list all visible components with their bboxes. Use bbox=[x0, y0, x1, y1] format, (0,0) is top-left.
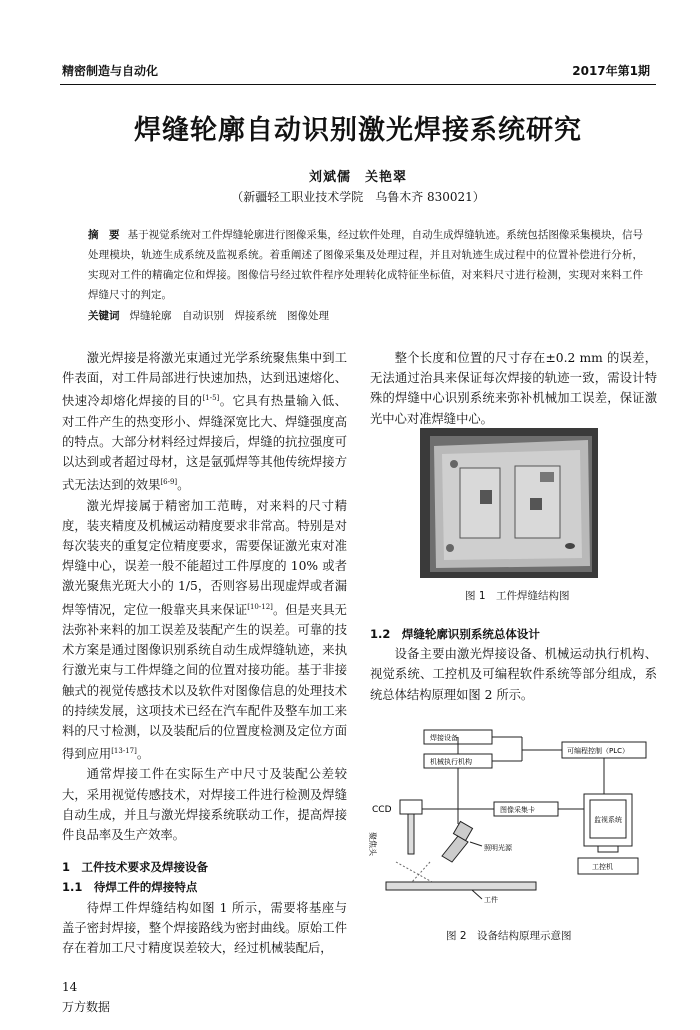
keywords-label: 关键词 bbox=[88, 310, 120, 322]
figure-1-photo bbox=[420, 428, 598, 578]
figure-1-caption: 图 1 工件焊缝结构图 bbox=[465, 590, 570, 602]
label-monitor: 监视系统 bbox=[594, 816, 622, 824]
authors: 刘斌儒 关艳翠 bbox=[308, 170, 407, 185]
paragraph: 整个长度和位置的尺寸存在±0.2 mm 的误差，无法通过治具来保证每次焊接的轨迹一致，需设计特殊的焊缝中心识别系统来弥补机械加工误差，保证激光中心对准焊缝中心。 bbox=[370, 351, 657, 426]
left-column bbox=[62, 348, 347, 958]
issue-label: 2017年第1期 bbox=[572, 64, 650, 78]
label-workpiece: 工件 bbox=[484, 896, 498, 904]
source-watermark: 万方数据 bbox=[62, 1000, 111, 1014]
abstract-label: 摘 要 bbox=[88, 229, 120, 241]
paragraph: 激光焊接属于精密加工范畴，对来料的尺寸精度，装夹精度及机械运动精度要求非常高。特别是对每次装夹的重复定位精度要求，需要保证激光束对准焊缝中心，误差一般不能超过工件厚度的 10% 或者激光聚焦光斑大小的 1/5，否则容易出现虚焊或者漏焊等情况，定位一般靠夹具来保证[10-12]。但是夹具无法弥补来料的加工误差及装配产生的误差。可靠的技术方案是通过图像识别系统自动生成焊缝轨迹，来执行激光束与工件焊缝之间的位置对接功能。基于非接触式的视觉传感技术以及软件对图像信息的处理技术的持续发展，这项技术已经在汽车配件及整车加工来料的尺寸检测，以及装配后的位置度检测及定位方面得到应用[13-17]。 bbox=[62, 498, 347, 762]
paragraph: 设备主要由激光焊接设备、机械运动执行机构、视觉系统、工控机及可编程软件系统等部分组成，系统总体结构原理如图 2 所示。 bbox=[370, 647, 657, 702]
figure-2-diagram bbox=[368, 724, 657, 920]
right-column bbox=[370, 348, 657, 429]
paragraph: 待焊工件焊缝结构如图 1 所示，需要将基座与盖子密封焊接，整个焊接路线为密封曲线。原始工件存在着加工尺寸精度误差较大，经过机械装配后， bbox=[62, 900, 347, 956]
subsection-heading: 1.2 焊缝轮廓识别系统总体设计 bbox=[370, 627, 540, 641]
figure-2-caption: 图 2 设备结构原理示意图 bbox=[446, 930, 572, 942]
right-column-lower bbox=[370, 624, 657, 705]
page-number: 14 bbox=[62, 980, 78, 994]
label-laser: 焊接设备 bbox=[430, 734, 458, 742]
affiliation: （新疆轻工职业技术学院 乌鲁木齐 830021） bbox=[231, 190, 485, 204]
keywords-text: 焊缝轮廓 自动识别 焊接系统 图像处理 bbox=[129, 310, 329, 322]
label-capture: 图像采集卡 bbox=[500, 806, 535, 814]
subsection-heading: 1.1 待焊工件的焊接特点 bbox=[62, 880, 198, 895]
label-light: 照明光源 bbox=[484, 844, 512, 852]
section-heading: 1 工件技术要求及焊接设备 bbox=[62, 860, 209, 875]
keywords bbox=[88, 308, 643, 323]
abstract-text: 基于视觉系统对工件焊缝轮廓进行图像采集，经过软件处理，自动生成焊缝轨迹。系统包括图像采集模块，信号处理模块，轨迹生成系统及监视系统。着重阐述了图像采集及处理过程，并且对轨迹生成过程中的位置补偿进行分析，实现对工件的精确定位和焊接。图像信号经过软件程序处理转化成特征坐标值，对来料尺寸进行检测，实现对来料工件焊缝尺寸的判定。 bbox=[88, 229, 644, 301]
label-mech: 机械执行机构 bbox=[430, 758, 472, 766]
paragraph: 通常焊接工件在实际生产中尺寸及装配公差较大，采用视觉传感技术，对焊接工件进行检测及焊缝自动生成，并且与激光焊接系统联动工作，提高焊接件良品率及生产效率。 bbox=[62, 767, 347, 843]
label-ipc: 工控机 bbox=[592, 863, 613, 871]
label-plc: 可编程控制（PLC） bbox=[567, 747, 630, 755]
abstract bbox=[88, 225, 643, 305]
paper-title: 焊缝轮廓自动识别激光焊接系统研究 bbox=[134, 115, 582, 146]
label-ccd: CCD bbox=[372, 805, 392, 815]
label-focus: 聚焦头 bbox=[368, 832, 377, 856]
header-rule bbox=[60, 84, 656, 85]
paragraph: 激光焊接是将激光束通过光学系统聚焦集中到工件表面，对工件局部进行快速加热，达到迅速熔化、快速冷却熔化焊接的目的[1-5]。它具有热量输入低、对工件产生的热变形小、焊缝深宽比大、焊缝强度高的特点。大部分材料经过焊接后，焊缝的抗拉强度可以达到或者超过母材，这是氩弧焊等其他传统焊接方式无法达到的效果[6-9]。 bbox=[62, 351, 347, 493]
journal-name: 精密制造与自动化 bbox=[62, 64, 159, 78]
